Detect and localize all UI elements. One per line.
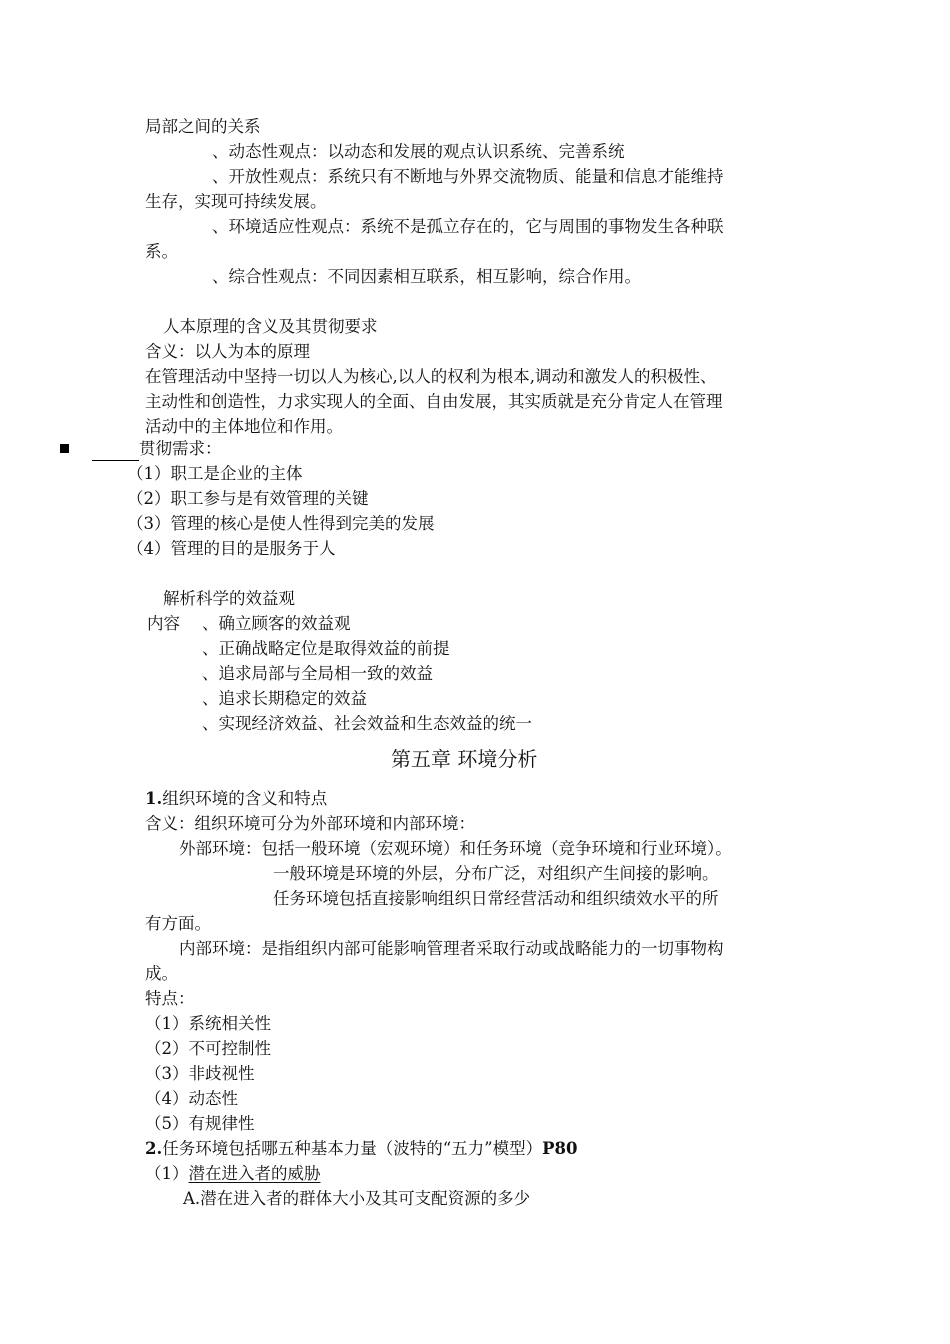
item-text: 潜在进入者的群体大小及其可支配资源的多少 bbox=[200, 1189, 531, 1208]
text-line: 在管理活动中坚持一切以人为核心,以人的权利为根本,调动和激发人的积极性、 bbox=[145, 367, 717, 386]
page-reference: P80 bbox=[542, 1139, 578, 1158]
chapter-title: 第五章 环境分析 bbox=[391, 747, 538, 771]
section-heading bbox=[145, 786, 327, 811]
section-number: 2. bbox=[145, 1139, 163, 1158]
text-line: 有方面。 bbox=[145, 914, 211, 933]
text-line: 内容 bbox=[147, 614, 180, 633]
text-line: 局部之间的关系 bbox=[145, 117, 261, 136]
section-title: 任务环境包括哪五种基本力量（波特的“五力”模型） bbox=[162, 1139, 543, 1158]
text-line: 、开放性观点：系统只有不断地与外界交流物质、能量和信息才能维持 bbox=[212, 167, 724, 186]
list-item: 、追求局部与全局相一致的效益 bbox=[202, 664, 433, 683]
text-line: 内部环境：是指组织内部可能影响管理者采取行动或战略能力的一切事物构 bbox=[179, 939, 724, 958]
list-item: 、追求长期稳定的效益 bbox=[202, 689, 367, 708]
list-item bbox=[145, 1161, 321, 1186]
list-item: （3）非歧视性 bbox=[145, 1064, 255, 1083]
text-line: 含义：以人为本的原理 bbox=[145, 342, 310, 361]
text-line: 、环境适应性观点：系统不是孤立存在的，它与周围的事物发生各种联 bbox=[212, 217, 724, 236]
list-item: 、实现经济效益、社会效益和生态效益的统一 bbox=[202, 714, 532, 733]
text-line: 主动性和创造性，力求实现人的全面、自由发展，其实质就是充分肯定人在管理 bbox=[145, 392, 723, 411]
section-heading: 解析科学的效益观 bbox=[163, 589, 295, 608]
list-item: （3）管理的核心是使人性得到完美的发展 bbox=[127, 514, 435, 533]
text-line: 一般环境是环境的外层，分布广泛，对组织产生间接的影响。 bbox=[273, 864, 719, 883]
section-number: 1. bbox=[145, 789, 163, 808]
list-item: 、正确战略定位是取得效益的前提 bbox=[202, 639, 450, 658]
text-line: 贯彻需求： bbox=[139, 439, 222, 458]
text-line: 含义：组织环境可分为外部环境和内部环境： bbox=[145, 814, 475, 833]
section-heading bbox=[145, 1136, 577, 1161]
list-item: （4）动态性 bbox=[145, 1089, 238, 1108]
text-line: 成。 bbox=[145, 964, 178, 983]
text-line bbox=[183, 1186, 530, 1211]
section-heading: 人本原理的含义及其贯彻要求 bbox=[163, 317, 378, 336]
item-number: （1） bbox=[145, 1164, 189, 1183]
text-line: 、综合性观点：不同因素相互联系，相互影响，综合作用。 bbox=[212, 267, 641, 286]
text-line: 活动中的主体地位和作用。 bbox=[145, 417, 343, 436]
text-line: 生存，实现可持续发展。 bbox=[145, 192, 327, 211]
square-bullet-icon bbox=[60, 444, 69, 453]
text-line: 特点： bbox=[145, 989, 195, 1008]
section-title: 组织环境的含义和特点 bbox=[162, 789, 328, 808]
list-item: （5）有规律性 bbox=[145, 1114, 255, 1133]
list-item: （2）不可控制性 bbox=[145, 1039, 271, 1058]
list-item: （1）职工是企业的主体 bbox=[127, 464, 303, 483]
text-line: 外部环境：包括一般环境（宏观环境）和任务环境（竞争环境和行业环境）。 bbox=[179, 839, 732, 858]
text-line: 、动态性观点：以动态和发展的观点认识系统、完善系统 bbox=[212, 142, 625, 161]
item-title: 潜在进入者的威胁 bbox=[188, 1164, 321, 1183]
text-line: 系。 bbox=[145, 242, 178, 261]
text-line: 任务环境包括直接影响组织日常经营活动和组织绩效水平的所 bbox=[273, 889, 719, 908]
item-letter: A. bbox=[183, 1189, 201, 1208]
list-item: （2）职工参与是有效管理的关键 bbox=[127, 489, 369, 508]
list-item: （4）管理的目的是服务于人 bbox=[127, 539, 336, 558]
list-item: （1）系统相关性 bbox=[145, 1014, 271, 1033]
list-item: 、确立顾客的效益观 bbox=[202, 614, 351, 633]
